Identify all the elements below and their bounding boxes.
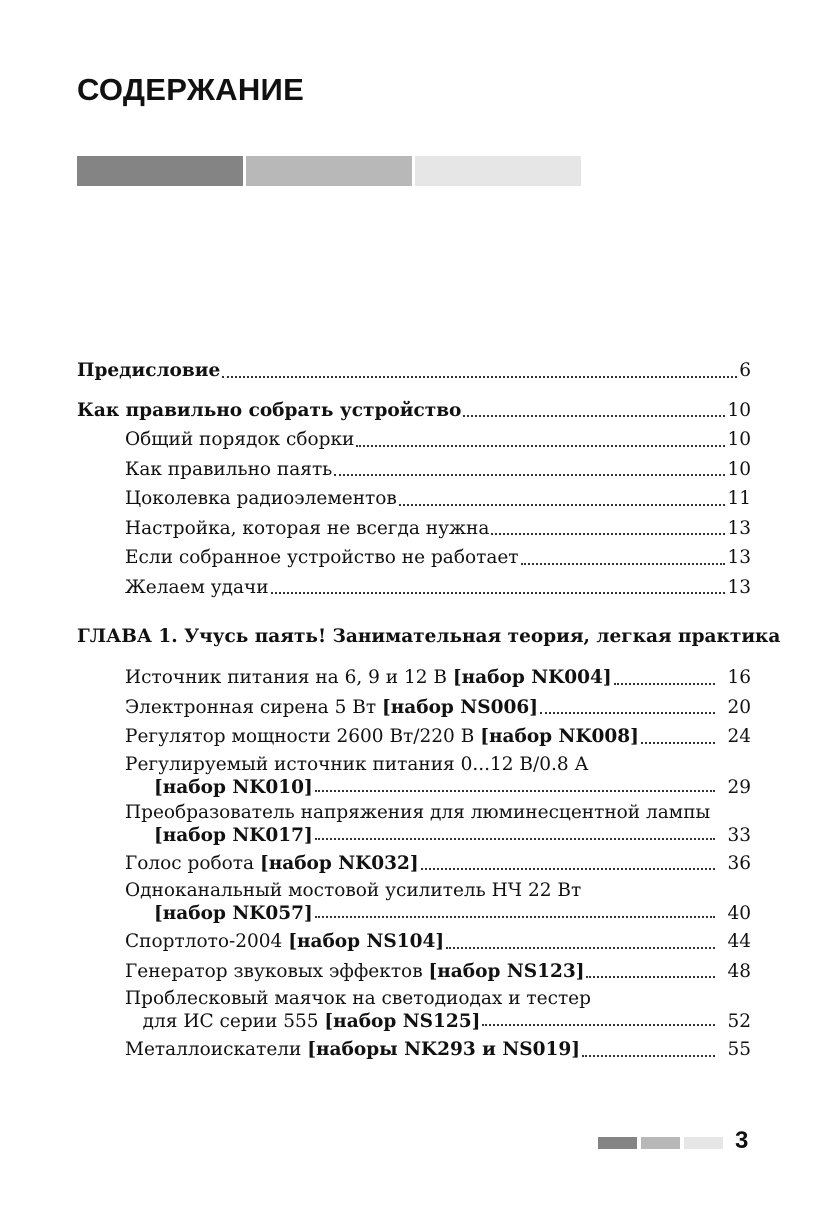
toc-entry-label: Как правильно собрать устройство: [77, 399, 462, 421]
toc-chapter-entry[interactable]: [77, 801, 751, 848]
toc-entry-label: Регулятор мощности 2600 Вт/220 В [набор NK008]: [125, 726, 639, 747]
page-number: 3: [735, 1127, 749, 1154]
toc-chapter-entry[interactable]: [77, 957, 751, 987]
dot-leader: [641, 742, 715, 744]
toc-entry-label: Цоколевка радиоэлементов: [125, 488, 397, 509]
toc-chapter-entry[interactable]: [77, 722, 751, 752]
toc-page-number: 33: [727, 824, 751, 846]
toc-page-number: 40: [727, 903, 751, 924]
toc-page-number: 29: [727, 776, 751, 798]
toc-page-number: 52: [727, 1011, 751, 1032]
footer-bar-medium: [641, 1137, 680, 1149]
kit-code: [набор NK032]: [259, 852, 419, 874]
toc-chapter-entry[interactable]: [77, 693, 751, 723]
toc-page-number: 13: [727, 547, 751, 568]
header-color-bars: [77, 156, 581, 186]
kit-code: [набор NS123]: [428, 960, 585, 982]
toc-entry-label: Одноканальный мостовой усилитель НЧ 22 Вт: [125, 880, 582, 901]
toc-entry-label: Если собранное устройство не работает: [125, 547, 519, 568]
dot-leader: [586, 976, 715, 978]
dot-leader: [463, 415, 725, 417]
toc-chapter-entry[interactable]: [77, 849, 751, 879]
chapter-heading[interactable]: ГЛАВА 1. Учусь паять! Занимательная теория, легкая практика: [77, 626, 781, 647]
toc-page-number: 20: [727, 696, 751, 718]
toc-entry-label: Генератор звуковых эффектов [набор NS123]: [125, 960, 585, 982]
header-bar-medium: [246, 156, 412, 186]
kit-code: [набор NS006]: [381, 696, 538, 718]
toc-entry-label: Настройка, которая не всегда нужна: [125, 517, 490, 539]
dot-leader: [356, 445, 725, 447]
toc-chapter-entry[interactable]: Проблесковый маячок на светодиодах и тестер для ИС серии 555 [набор NS125] 52: [77, 987, 751, 1034]
dot-leader: [315, 916, 715, 918]
dot-leader: [446, 947, 715, 949]
kit-code: [набор NS104]: [288, 931, 445, 952]
kit-code: [набор NK017]: [154, 824, 313, 846]
toc-page-number: 10: [727, 399, 751, 421]
toc-page-number: 16: [727, 667, 751, 688]
toc-chapter-entry[interactable]: [77, 927, 751, 957]
toc-entry-label: Источник питания на 6, 9 и 12 В [набор NK004]: [125, 667, 612, 688]
kit-code: [набор NK008]: [480, 726, 639, 747]
kit-code: [наборы NK293 и NS019]: [307, 1039, 580, 1060]
dot-leader: [540, 712, 715, 714]
toc-entry-label: Спортлото-2004 [набор NS104]: [125, 931, 445, 952]
header-bar-light: [415, 156, 581, 186]
toc-page-number: 11: [727, 488, 751, 509]
dot-leader: [315, 790, 715, 792]
kit-code: [набор NK004]: [452, 667, 612, 688]
toc-chapter-entry[interactable]: [77, 879, 751, 926]
page-title: СОДЕРЖАНИЕ: [77, 72, 305, 107]
kit-code: [набор NK057]: [154, 903, 313, 924]
toc-entry-label: Проблесковый маячок на светодиодах и тестер: [125, 988, 591, 1009]
toc-entry-assembly[interactable]: [77, 396, 751, 426]
footer-bar-light: [684, 1137, 723, 1149]
toc-subentry[interactable]: [77, 455, 751, 485]
footer-color-bars: [598, 1137, 723, 1149]
toc-entry-preface[interactable]: [77, 356, 751, 386]
toc-chapter-entry[interactable]: [77, 753, 751, 800]
kit-code: [набор NS125]: [324, 1011, 481, 1032]
dot-leader: [222, 376, 737, 378]
toc-entry-label: Общий порядок сборки: [125, 429, 355, 450]
toc-page-number: 10: [727, 429, 751, 450]
toc-entry-label: Предисловие: [77, 360, 221, 381]
toc-entry-label: Как правильно паять: [125, 458, 333, 480]
kit-code: [набор NK010]: [154, 776, 313, 798]
toc-entry-label: Электронная сирена 5 Вт [набор NS006]: [125, 696, 538, 718]
toc-page-number: 55: [727, 1039, 751, 1060]
toc-subentry[interactable]: [77, 543, 751, 573]
toc-page-number: 13: [727, 517, 751, 539]
toc-page-number: 13: [727, 576, 751, 598]
toc-entry-label: Преобразователь напряжения для люминесцентной лампы: [125, 801, 711, 823]
toc-page-number: 44: [727, 931, 751, 952]
dot-leader: [521, 563, 726, 565]
toc-subentry[interactable]: [77, 514, 751, 544]
footer-bar-dark: [598, 1137, 637, 1149]
dot-leader: [491, 533, 725, 535]
dot-leader: [582, 1055, 715, 1057]
dot-leader: [334, 474, 725, 476]
toc-entry-label: Желаем удачи: [125, 576, 269, 598]
table-of-contents: [77, 356, 781, 1065]
toc-subentry[interactable]: [77, 484, 751, 514]
toc-page-number: 36: [727, 852, 751, 874]
dot-leader: [315, 838, 715, 840]
toc-page-number: 48: [727, 960, 751, 982]
dot-leader: [614, 683, 715, 685]
toc-entry-label: Металлоискатели [наборы NK293 и NS019]: [125, 1039, 580, 1060]
toc-entry-label: Голос робота [набор NK032]: [125, 852, 419, 874]
toc-entry-label: Регулируемый источник питания 0...12 В/0.8 А: [125, 753, 589, 775]
dot-leader: [482, 1024, 715, 1026]
toc-subentry[interactable]: [77, 573, 751, 603]
header-bar-dark: [77, 156, 243, 186]
toc-page-number: 6: [739, 360, 751, 381]
toc-chapter-entry[interactable]: [77, 1035, 751, 1065]
toc-page-number: 10: [727, 458, 751, 480]
toc-chapter-entry[interactable]: [77, 663, 751, 693]
dot-leader: [271, 592, 726, 594]
dot-leader: [399, 504, 726, 506]
toc-subentry[interactable]: [77, 425, 751, 455]
toc-page-number: 24: [727, 726, 751, 747]
dot-leader: [421, 868, 715, 870]
